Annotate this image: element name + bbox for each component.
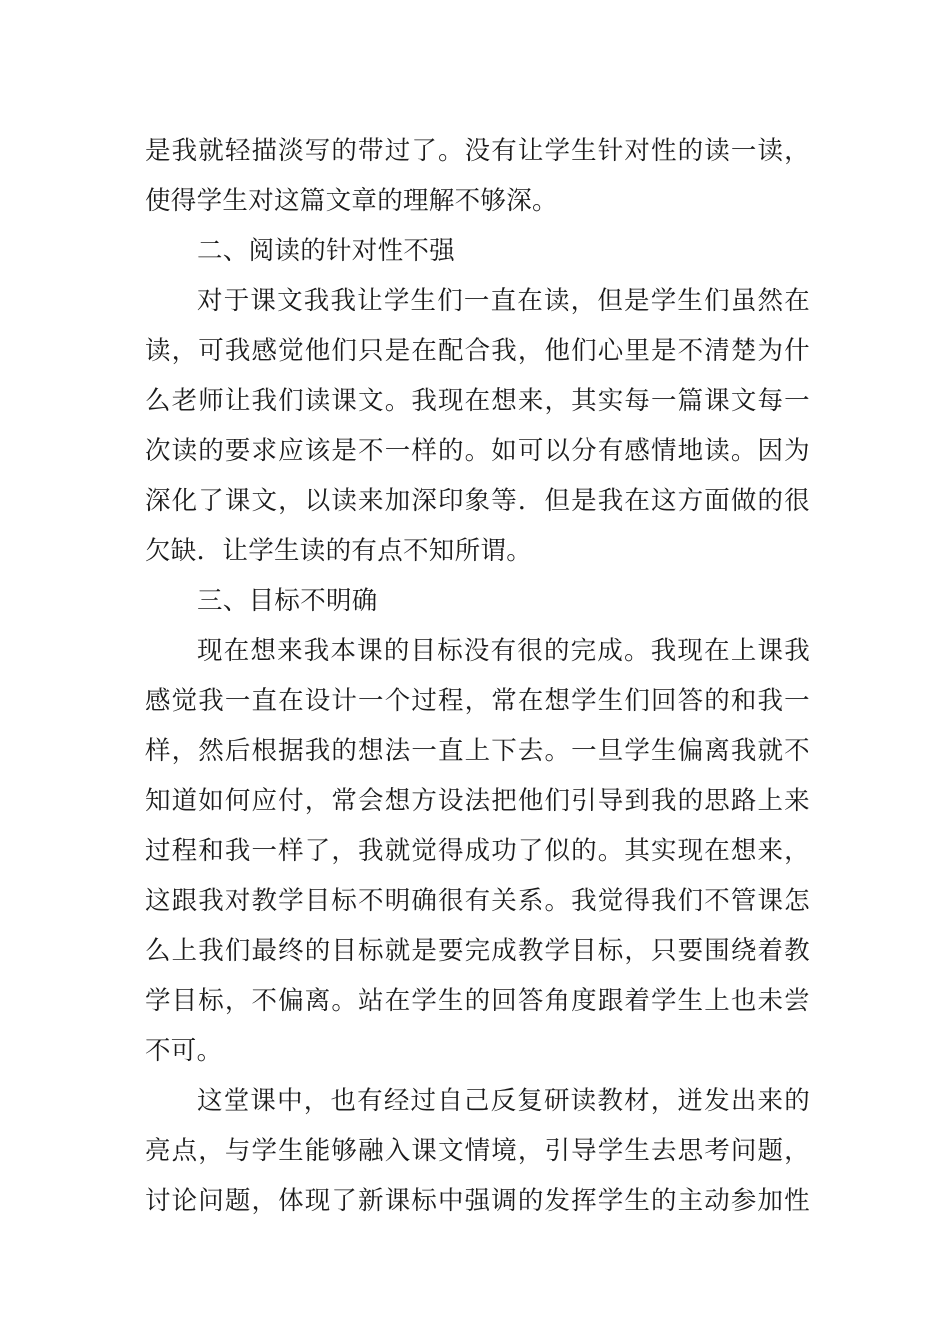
text-line: 过程和我一样了，我就觉得成功了似的。其实现在想来， — [145, 836, 810, 866]
text-line: 现在想来我本课的目标没有很的完成。我现在上课我 — [197, 636, 810, 666]
text-line: 这跟我对教学目标不明确很有关系。我觉得我们不管课怎 — [145, 886, 810, 916]
text-line: 使得学生对这篇文章的理解不够深。 — [145, 186, 558, 216]
text-line: 三、目标不明确 — [197, 586, 378, 616]
text-line: 么上我们最终的目标就是要完成教学目标，只要围绕着教 — [145, 936, 810, 966]
text-line: 不可。 — [145, 1036, 223, 1066]
text-line: 读，可我感觉他们只是在配合我，他们心里是不清楚为什 — [145, 336, 810, 366]
document-body — [145, 126, 810, 1226]
text-line: 亮点，与学生能够融入课文情境，引导学生去思考问题， — [145, 1136, 810, 1166]
text-line: 知道如何应付，常会想方设法把他们引导到我的思路上来 — [145, 786, 810, 816]
text-line: 这堂课中，也有经过自己反复研读教材，迸发出来的 — [197, 1086, 810, 1116]
text-line: 样，然后根据我的想法一直上下去。一旦学生偏离我就不 — [145, 736, 810, 766]
text-line: 欠缺．让学生读的有点不知所谓。 — [145, 536, 533, 566]
text-line: 二、阅读的针对性不强 — [197, 236, 456, 266]
text-line: 是我就轻描淡写的带过了。没有让学生针对性的读一读， — [145, 136, 810, 166]
text-line: 讨论问题，体现了新课标中强调的发挥学生的主动参加性 — [145, 1186, 810, 1216]
text-line: 深化了课文，以读来加深印象等．但是我在这方面做的很 — [145, 486, 810, 516]
text-line: 感觉我一直在设计一个过程，常在想学生们回答的和我一 — [145, 686, 810, 716]
text-line: 么老师让我们读课文。我现在想来，其实每一篇课文每一 — [145, 386, 810, 416]
text-line: 对于课文我我让学生们一直在读，但是学生们虽然在 — [197, 286, 810, 316]
text-line: 学目标，不偏离。站在学生的回答角度跟着学生上也未尝 — [145, 986, 810, 1016]
text-line: 次读的要求应该是不一样的。如可以分有感情地读。因为 — [145, 436, 810, 466]
